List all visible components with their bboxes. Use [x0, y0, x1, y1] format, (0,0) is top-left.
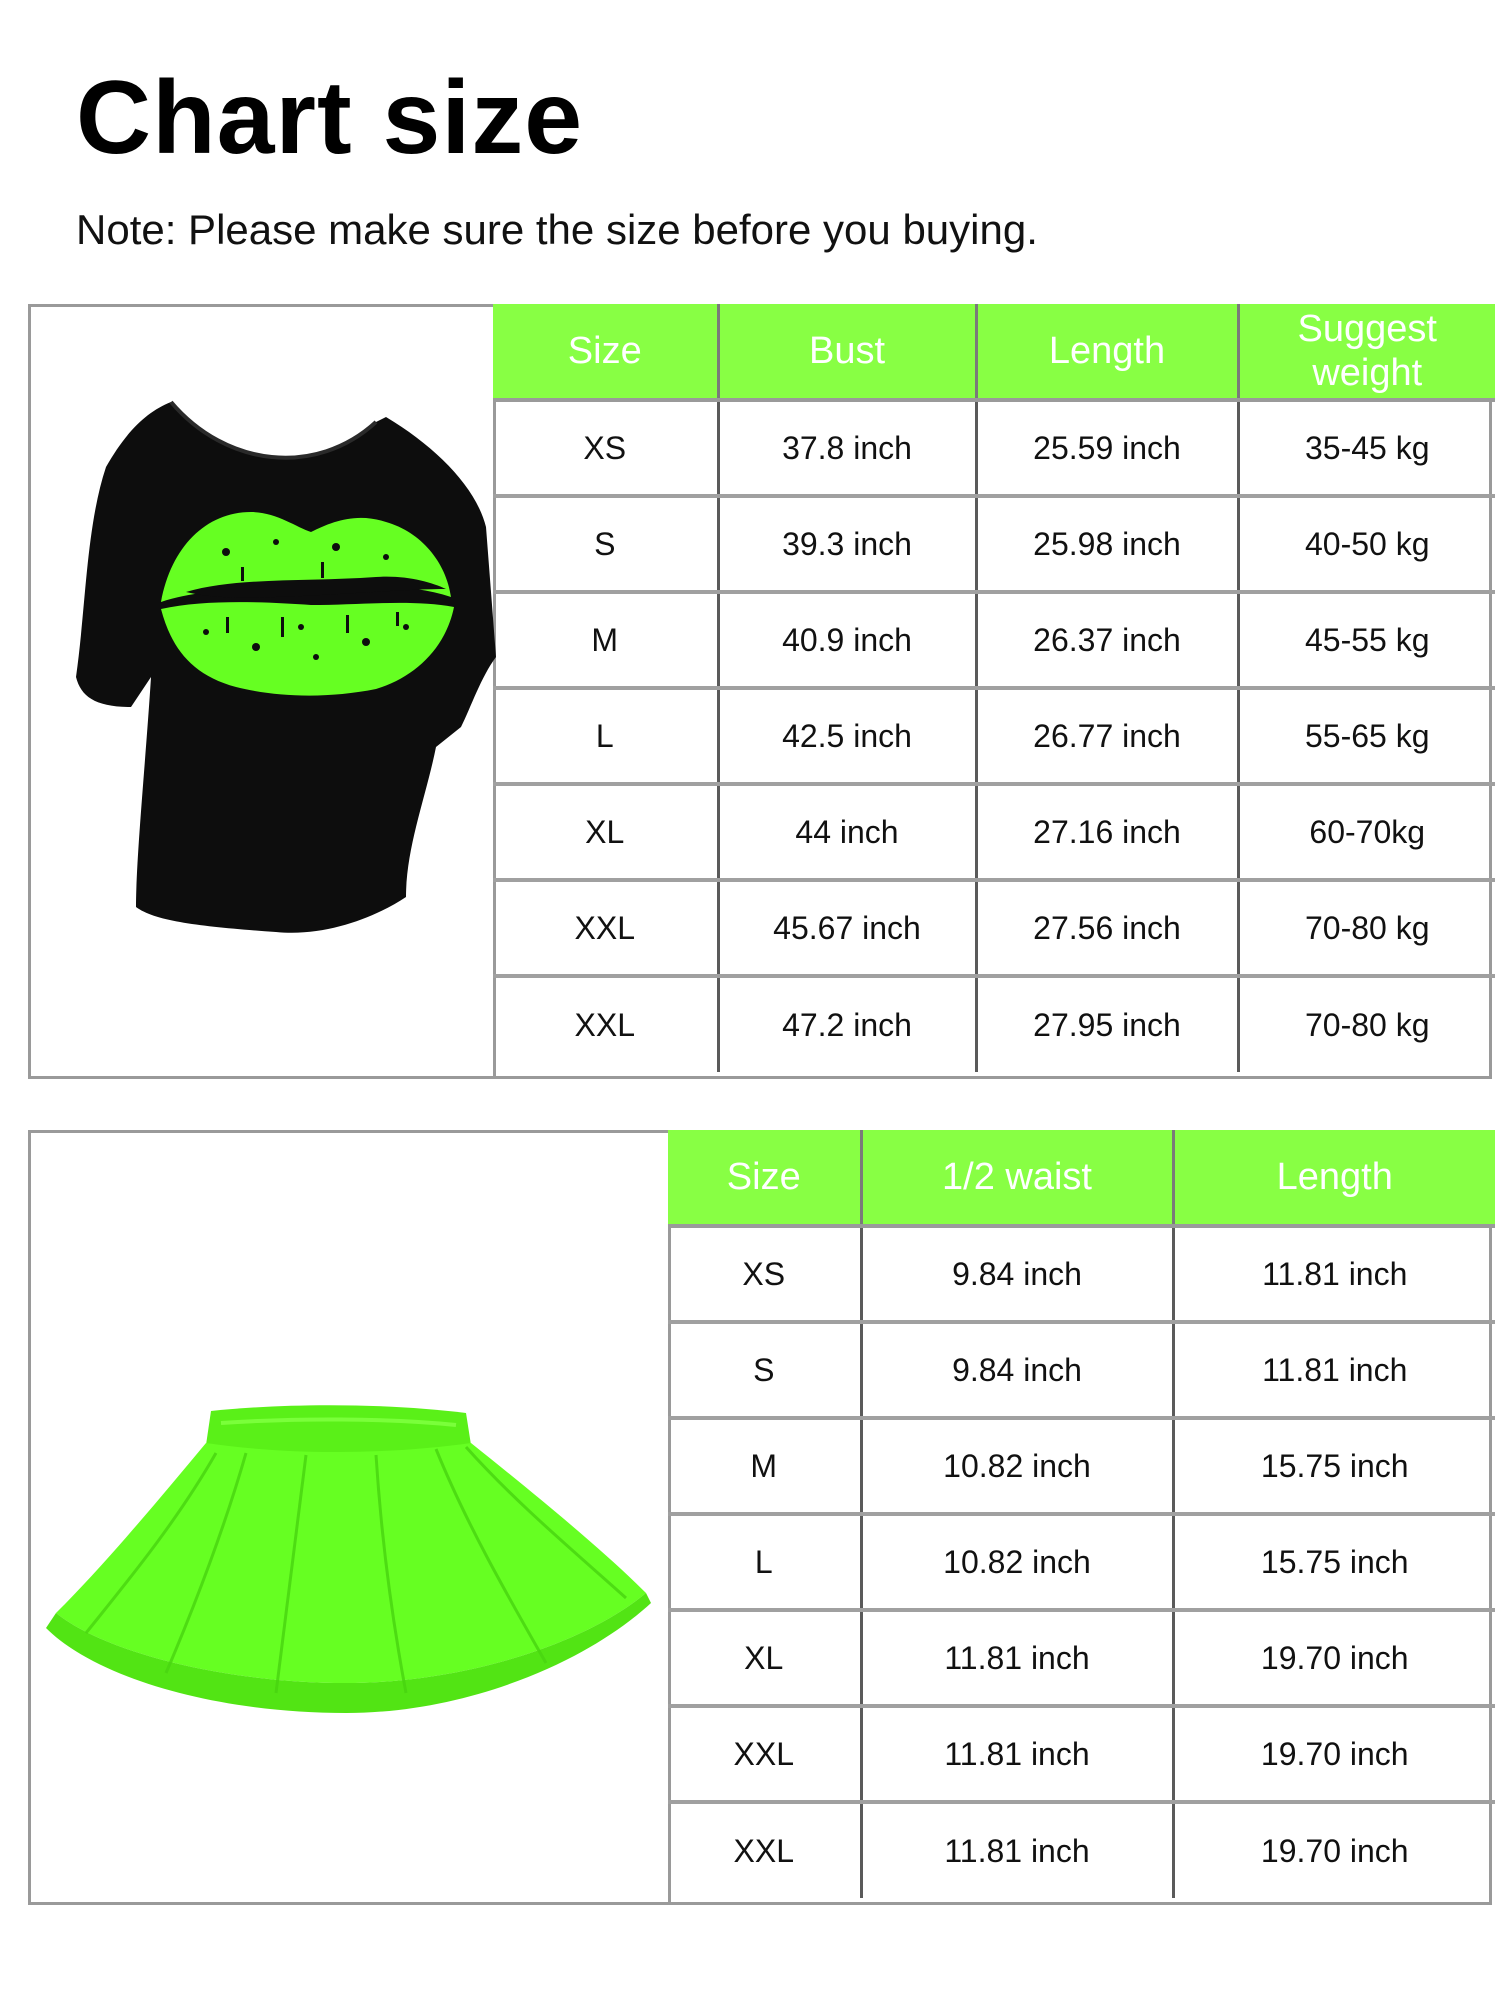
table-row	[668, 1802, 1495, 1898]
size-cell: XS	[493, 400, 718, 496]
length-cell: 19.70 inch	[1173, 1610, 1495, 1706]
size-cell: XXL	[668, 1706, 861, 1802]
column-header-half-waist: 1/2 waist	[861, 1130, 1173, 1226]
size-cell: S	[668, 1322, 861, 1418]
length-cell: 11.81 inch	[1173, 1322, 1495, 1418]
length-cell: 27.56 inch	[976, 880, 1238, 976]
table-row	[493, 880, 1495, 976]
skirt-size-table	[668, 1130, 1495, 1898]
table-row	[493, 496, 1495, 592]
off-shoulder-tshirt-image	[76, 377, 496, 937]
neon-tutu-skirt-image	[46, 1383, 656, 1743]
length-cell: 19.70 inch	[1173, 1802, 1495, 1898]
length-cell: 25.98 inch	[976, 496, 1238, 592]
shirt-image-cell	[31, 307, 496, 1076]
skirt-waistband-shape	[206, 1405, 471, 1452]
bust-cell: 45.67 inch	[718, 880, 976, 976]
column-header-length: Length	[976, 304, 1238, 400]
size-cell: M	[668, 1418, 861, 1514]
waist-cell: 10.82 inch	[861, 1418, 1173, 1514]
table-row	[668, 1226, 1495, 1322]
length-cell: 26.77 inch	[976, 688, 1238, 784]
size-cell: XXL	[493, 976, 718, 1072]
length-cell: 27.16 inch	[976, 784, 1238, 880]
weight-cell: 70-80 kg	[1238, 880, 1495, 976]
waist-cell: 10.82 inch	[861, 1514, 1173, 1610]
weight-cell: 70-80 kg	[1238, 976, 1495, 1072]
size-cell: XXL	[668, 1802, 861, 1898]
bust-cell: 44 inch	[718, 784, 976, 880]
shirt-table-header-row	[493, 304, 1495, 400]
table-row	[668, 1610, 1495, 1706]
size-cell: L	[668, 1514, 861, 1610]
table-row	[668, 1418, 1495, 1514]
skirt-image-cell	[31, 1133, 671, 1902]
table-row	[493, 688, 1495, 784]
bust-cell: 42.5 inch	[718, 688, 976, 784]
skirt-size-panel	[28, 1130, 1492, 1905]
waist-cell: 9.84 inch	[861, 1226, 1173, 1322]
column-header-size: Size	[668, 1130, 861, 1226]
size-cell: XL	[668, 1610, 861, 1706]
length-cell: 15.75 inch	[1173, 1514, 1495, 1610]
table-row	[668, 1706, 1495, 1802]
length-cell: 15.75 inch	[1173, 1418, 1495, 1514]
skirt-table-header-row	[668, 1130, 1495, 1226]
size-cell: XL	[493, 784, 718, 880]
length-cell: 11.81 inch	[1173, 1226, 1495, 1322]
bust-cell: 47.2 inch	[718, 976, 976, 1072]
weight-cell: 40-50 kg	[1238, 496, 1495, 592]
length-cell: 19.70 inch	[1173, 1706, 1495, 1802]
shirt-size-table	[493, 304, 1495, 1072]
size-note: Note: Please make sure the size before you buying.	[76, 206, 1038, 253]
length-cell: 26.37 inch	[976, 592, 1238, 688]
column-header-length: Length	[1173, 1130, 1495, 1226]
table-row	[493, 784, 1495, 880]
size-cell: S	[493, 496, 718, 592]
size-cell: XXL	[493, 880, 718, 976]
page-title: Chart size	[76, 60, 584, 176]
column-header-bust: Bust	[718, 304, 976, 400]
bust-cell: 37.8 inch	[718, 400, 976, 496]
table-row	[668, 1514, 1495, 1610]
waist-cell: 9.84 inch	[861, 1322, 1173, 1418]
shirt-size-panel	[28, 304, 1492, 1079]
table-row	[493, 976, 1495, 1072]
length-cell: 25.59 inch	[976, 400, 1238, 496]
size-cell: L	[493, 688, 718, 784]
weight-cell: 45-55 kg	[1238, 592, 1495, 688]
size-cell: XS	[668, 1226, 861, 1322]
bust-cell: 39.3 inch	[718, 496, 976, 592]
length-cell: 27.95 inch	[976, 976, 1238, 1072]
waist-cell: 11.81 inch	[861, 1706, 1173, 1802]
bust-cell: 40.9 inch	[718, 592, 976, 688]
table-row	[493, 592, 1495, 688]
weight-cell: 55-65 kg	[1238, 688, 1495, 784]
waist-cell: 11.81 inch	[861, 1610, 1173, 1706]
table-row	[493, 400, 1495, 496]
weight-cell: 35-45 kg	[1238, 400, 1495, 496]
weight-cell: 60-70kg	[1238, 784, 1495, 880]
column-header-size: Size	[493, 304, 718, 400]
waist-cell: 11.81 inch	[861, 1802, 1173, 1898]
column-header-suggest-weight: Suggest weight	[1238, 304, 1495, 400]
size-cell: M	[493, 592, 718, 688]
table-row	[668, 1322, 1495, 1418]
